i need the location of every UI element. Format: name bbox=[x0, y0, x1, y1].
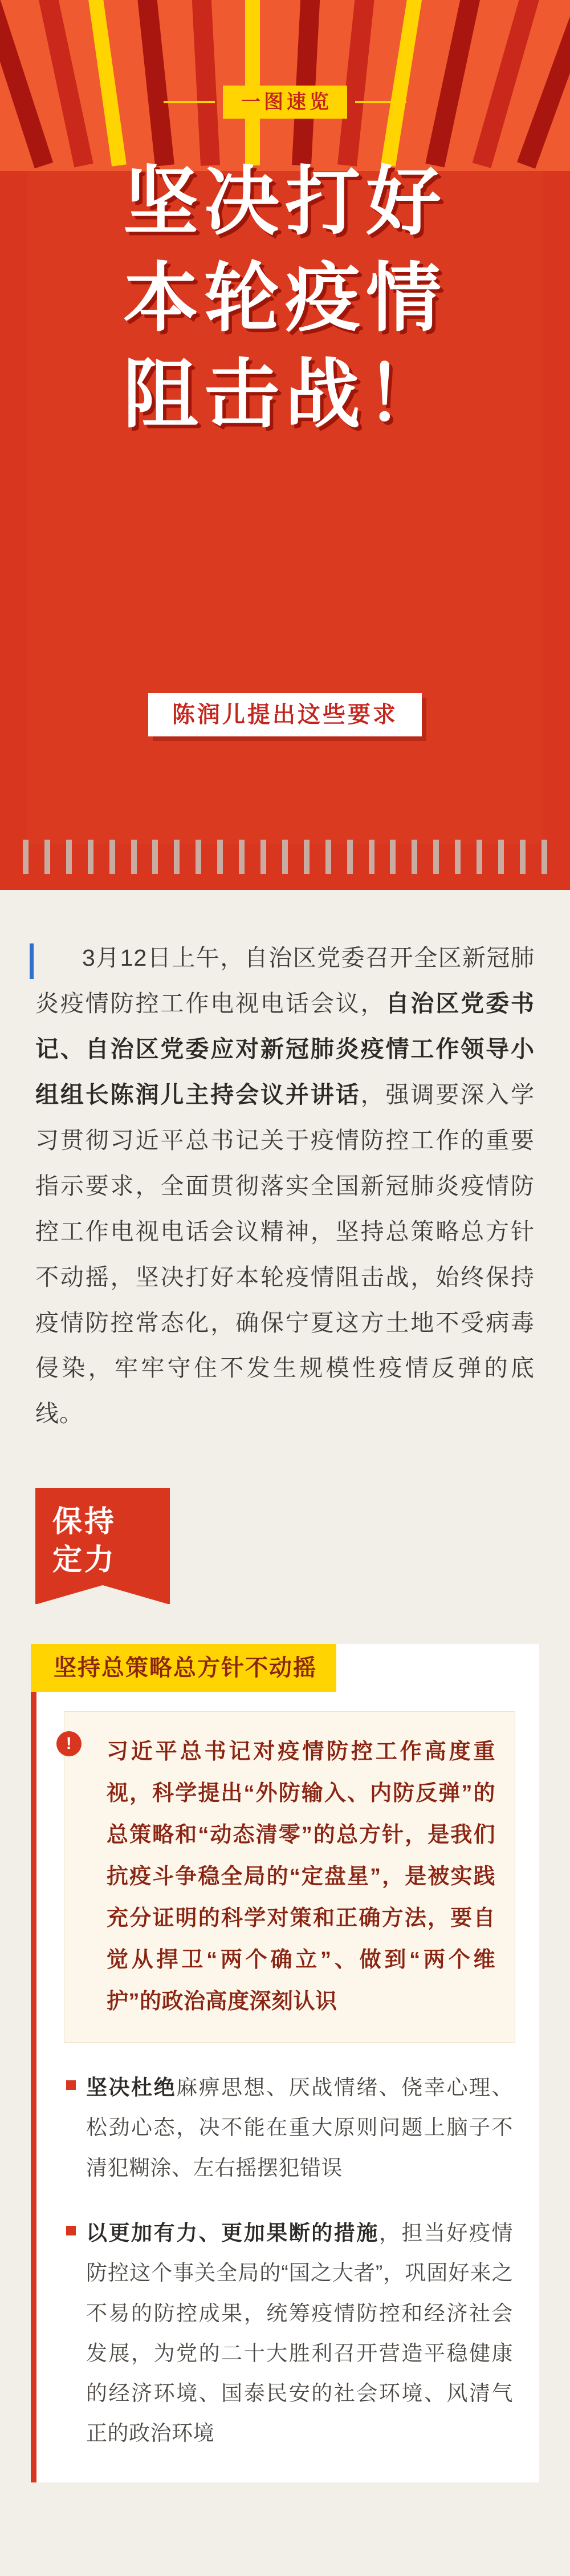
dash bbox=[520, 840, 526, 874]
dash bbox=[260, 840, 266, 874]
dash bbox=[433, 840, 439, 874]
dash bbox=[66, 840, 72, 874]
ray-decoration bbox=[381, 0, 425, 167]
section-flag-body bbox=[35, 1488, 170, 1604]
dash bbox=[196, 840, 201, 874]
dash bbox=[477, 840, 482, 874]
content-card bbox=[31, 1644, 539, 2482]
ray-decoration bbox=[292, 0, 321, 166]
dash bbox=[542, 840, 547, 874]
tagline-rule-right bbox=[355, 101, 406, 103]
card-title-wrap bbox=[31, 1644, 539, 1692]
dash bbox=[88, 840, 93, 874]
dash bbox=[369, 840, 374, 874]
tagline-label: 一图速览 bbox=[223, 86, 347, 119]
dashed-divider bbox=[0, 840, 570, 874]
page-title bbox=[0, 154, 570, 443]
dash bbox=[44, 840, 50, 874]
ray-decoration bbox=[425, 0, 483, 168]
dash bbox=[109, 840, 115, 874]
dash bbox=[325, 840, 331, 874]
dash bbox=[455, 840, 461, 874]
dash bbox=[390, 840, 396, 874]
dash bbox=[23, 840, 28, 874]
section-flag-line-1: 保持 bbox=[52, 1505, 117, 1539]
hero-banner bbox=[0, 0, 570, 890]
lede-text: 3月12日上午，自治区党委召开全区新冠肺炎疫情防控工作电视电话会议，自治区党委书记、自治区党委应对新冠肺炎疫情工作领导小组组长陈润儿主持会议并讲话，强调要深入学习贯彻习近平总书记关于疫情防控工作的重要指示要求，全面贯彻落实全国新冠肺炎疫情防控工作电视电话会议精神，坚持总策略总方针不动摇，坚决打好本轮疫情阻击战，始终保持疫情防控常态化，确保宁夏这方土地不受病毒侵染，牢牢守住不发生规模性疫情反弹的底线。 bbox=[35, 945, 535, 1427]
dash bbox=[217, 840, 223, 874]
dash bbox=[412, 840, 417, 874]
dash bbox=[498, 840, 504, 874]
dash bbox=[152, 840, 158, 874]
section-flag-line-2: 定力 bbox=[52, 1543, 117, 1577]
ray-decoration bbox=[191, 0, 220, 166]
headline-line-3: 阻击战！ bbox=[123, 350, 447, 439]
card-title: 坚持总策略总方针不动摇 bbox=[31, 1644, 336, 1692]
ray-decoration bbox=[85, 0, 127, 167]
list-item-text: 坚决杜绝麻痹思想、厌战情绪、侥幸心理、松劲心态，决不能在重大原则问题上脑子不清犯糊涂、左右摇摆犯错误 bbox=[86, 2076, 514, 2180]
dash bbox=[347, 840, 353, 874]
lede-paragraph bbox=[35, 935, 535, 1437]
dash bbox=[239, 840, 245, 874]
ray-decoration bbox=[245, 0, 260, 165]
headline-line-2: 本轮疫情 bbox=[123, 254, 447, 342]
section-flag bbox=[35, 1488, 178, 1604]
ray-decoration bbox=[136, 0, 174, 167]
highlight-box bbox=[64, 1711, 515, 2043]
list-item-text: 以更加有力、更加果断的措施，担当好疫情防控这个事关全局的“国之大者”，巩固好来之不易的防控成果，统筹疫情防控和经济社会发展，为党的二十大胜利召开营造平稳健康的经济环境、国泰民安的社会环境、风清气正的政治环境 bbox=[86, 2221, 514, 2445]
headline-line-1: 坚决打好 bbox=[123, 158, 447, 246]
bullet-square-icon bbox=[66, 2226, 76, 2235]
dash bbox=[174, 840, 180, 874]
banner-subtitle: 陈润儿提出这些要求 bbox=[148, 693, 422, 736]
exclamation-icon: ! bbox=[56, 1731, 82, 1756]
dash bbox=[131, 840, 137, 874]
tagline bbox=[164, 86, 406, 119]
quote-bar bbox=[30, 943, 34, 979]
list-item bbox=[66, 2213, 513, 2454]
list-item bbox=[66, 2068, 513, 2188]
dash bbox=[304, 840, 310, 874]
highlight-text: 习近平总书记对疫情防控工作高度重视，科学提出“外防输入、内防反弹”的总策略和“动态清零”的总方针，是我们抗疫斗争稳全局的“定盘星”，是被实践充分证明的科学对策和正确方法，要自觉从捍卫“两个确立”、做到“两个维护”的政治高度深刻认识 bbox=[107, 1740, 495, 2014]
ray-decoration bbox=[337, 0, 376, 167]
bullet-square-icon bbox=[66, 2080, 76, 2090]
tagline-rule-left bbox=[164, 101, 215, 103]
dash bbox=[282, 840, 288, 874]
